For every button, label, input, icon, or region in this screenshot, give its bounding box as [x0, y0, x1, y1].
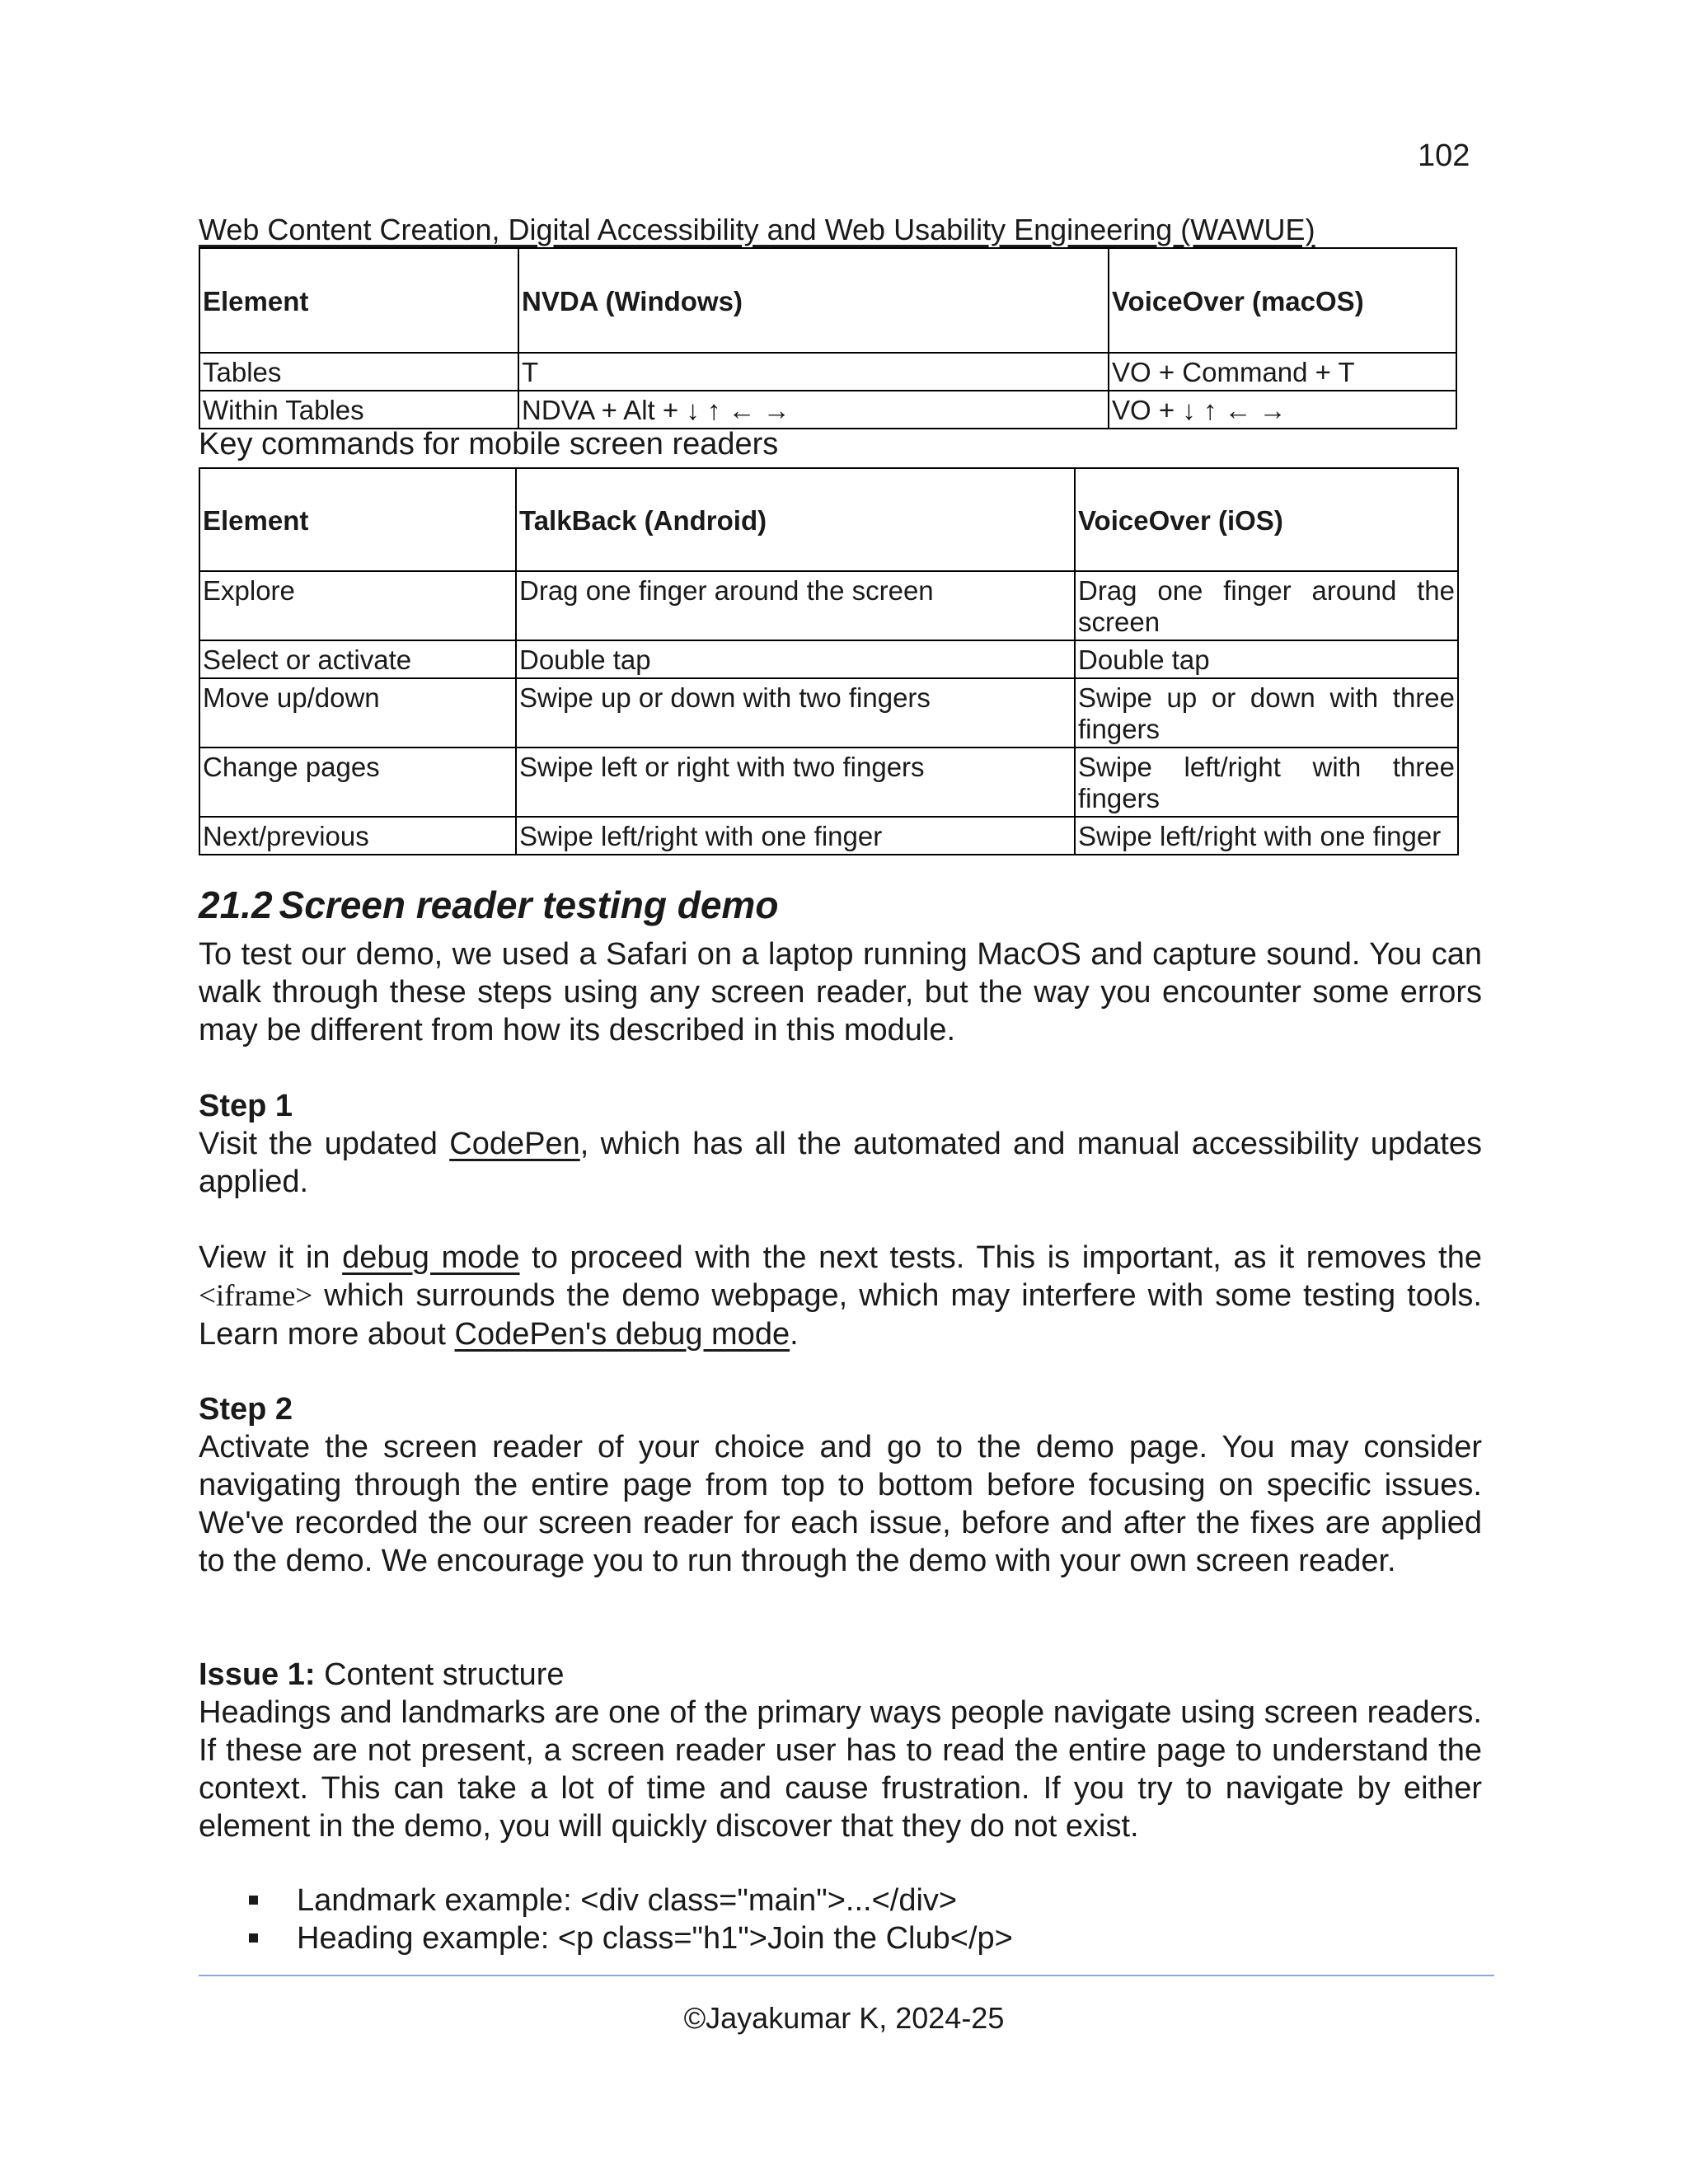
page-number: 102	[1418, 138, 1470, 173]
cell-line: Swipe left/right with three	[1078, 752, 1455, 782]
table-cell: VO + Command + T	[1109, 353, 1456, 391]
step-heading: Step 1	[199, 1089, 293, 1123]
text-run: View it in	[199, 1240, 343, 1275]
step-1-heading	[199, 1087, 1482, 1125]
list-item	[239, 1882, 1013, 1919]
section-number: 21.2	[199, 883, 273, 926]
table-cell: Double tap	[1075, 640, 1458, 678]
table-cell: Move up/down	[199, 678, 516, 748]
intro-paragraph: To test our demo, we used a Safari on a laptop running MacOS and capture sound. You can walk through these steps using any screen reader, but the way you encounter some errors may be different from how its described in this module.	[199, 937, 1482, 1047]
table-header-row	[199, 248, 1456, 353]
running-header: Web Content Creation, Digital Accessibility and Web Usability Engineering (WAWUE)	[199, 213, 1315, 246]
table-header-row	[199, 468, 1458, 571]
codepen-link[interactable]: CodePen	[449, 1127, 580, 1161]
text-run: to proceed with the next tests. This is important, as it removes the	[519, 1240, 1482, 1275]
column-header: Element	[199, 468, 516, 571]
table-cell: Swipe up or down with two fingers	[516, 678, 1075, 748]
section-title: Screen reader testing demo	[279, 883, 779, 926]
table-row	[199, 571, 1458, 640]
step-2-paragraph: Activate the screen reader of your choice and go to the demo page. You may consider navigating through the entire page from top to bottom before focusing on specific issues. We've recorded the our screen reader for each issue, before and after the fixes are applied to the demo. We encourage you to run through the demo with your own screen reader.	[199, 1430, 1482, 1578]
list-item	[239, 1919, 1013, 1957]
issue-1-paragraph: Headings and landmarks are one of the primary ways people navigate using screen readers. If these are not present, a screen reader user has to read the entire page to understand the context. This can take a lot of time and cause frustration. If you try to navigate by either element in the demo, you will quickly discover that they do not exist.	[199, 1695, 1482, 1844]
list-item-text: Landmark example: <div class="main">...</div>	[297, 1883, 958, 1918]
section-heading	[199, 883, 778, 927]
table-row	[199, 817, 1458, 855]
table-cell: Double tap	[516, 640, 1075, 678]
column-header: Element	[199, 248, 518, 353]
table-cell: Drag one finger around the screen	[516, 571, 1075, 640]
table-cell: Tables	[199, 353, 518, 391]
table-cell: Swipe left/right with one finger	[516, 817, 1075, 855]
column-header: VoiceOver (iOS)	[1075, 468, 1458, 571]
table-cell: Next/previous	[199, 817, 516, 855]
table-cell	[1075, 571, 1458, 640]
table-cell	[1075, 678, 1458, 748]
debug-mode-link[interactable]: debug mode	[342, 1240, 520, 1275]
list-item-text: Heading example: <p class="h1">Join the Club</p>	[297, 1921, 1013, 1956]
table-caption: Key commands for mobile screen readers	[199, 427, 779, 462]
cell-line: fingers	[1078, 714, 1160, 744]
table-row	[199, 678, 1458, 748]
table-cell: Swipe left or right with two fingers	[516, 748, 1075, 817]
issue-1-heading	[199, 1656, 1482, 1694]
table-cell: Swipe left/right with one finger	[1075, 817, 1458, 855]
iframe-code: <iframe>	[199, 1279, 313, 1313]
desktop-shortcuts-table	[199, 247, 1457, 429]
text-run: which surrounds the demo webpage, which may interfere with some testing tools. Learn more about	[199, 1278, 1482, 1352]
table-row	[199, 353, 1456, 391]
debug-mode-paragraph	[199, 1239, 1482, 1353]
cell-line: fingers	[1078, 783, 1160, 813]
step-2-heading	[199, 1390, 1482, 1428]
issue-label: Issue 1:	[199, 1657, 316, 1692]
table-cell: Change pages	[199, 748, 516, 817]
text-run: Visit the updated	[199, 1127, 450, 1161]
issue-title: Content structure	[315, 1657, 565, 1692]
table-row	[199, 748, 1458, 817]
table-cell: Explore	[199, 571, 516, 640]
bullet-marker	[249, 1933, 258, 1943]
step-1-paragraph	[199, 1125, 1482, 1201]
column-header: VoiceOver (macOS)	[1109, 248, 1456, 353]
cell-line: screen	[1078, 607, 1160, 637]
cell-line: Drag one finger around the	[1078, 575, 1455, 606]
footer-rule	[199, 1975, 1494, 1976]
codepen-debug-mode-link[interactable]: CodePen's debug mode	[454, 1317, 790, 1352]
step-heading: Step 2	[199, 1392, 293, 1427]
table-cell: Within Tables	[199, 391, 518, 429]
table-cell	[1075, 748, 1458, 817]
example-list	[239, 1882, 1013, 1957]
table-cell: T	[518, 353, 1109, 391]
table-row	[199, 391, 1456, 429]
column-header: NVDA (Windows)	[518, 248, 1109, 353]
text-run: , which has all the automated and manual accessibility updates applied.	[199, 1127, 1482, 1199]
table-cell: NDVA + Alt + ↓ ↑ ← →	[518, 391, 1109, 429]
mobile-shortcuts-table	[199, 467, 1459, 855]
table-cell: VO + ↓ ↑ ← →	[1109, 391, 1456, 429]
table-row	[199, 640, 1458, 678]
bullet-marker	[249, 1896, 258, 1905]
table-cell: Select or activate	[199, 640, 516, 678]
column-header: TalkBack (Android)	[516, 468, 1075, 571]
footer-copyright: ©Jayakumar K, 2024-25	[683, 2001, 1005, 2035]
cell-line: Swipe up or down with three	[1078, 682, 1455, 713]
text-run: .	[790, 1317, 799, 1352]
